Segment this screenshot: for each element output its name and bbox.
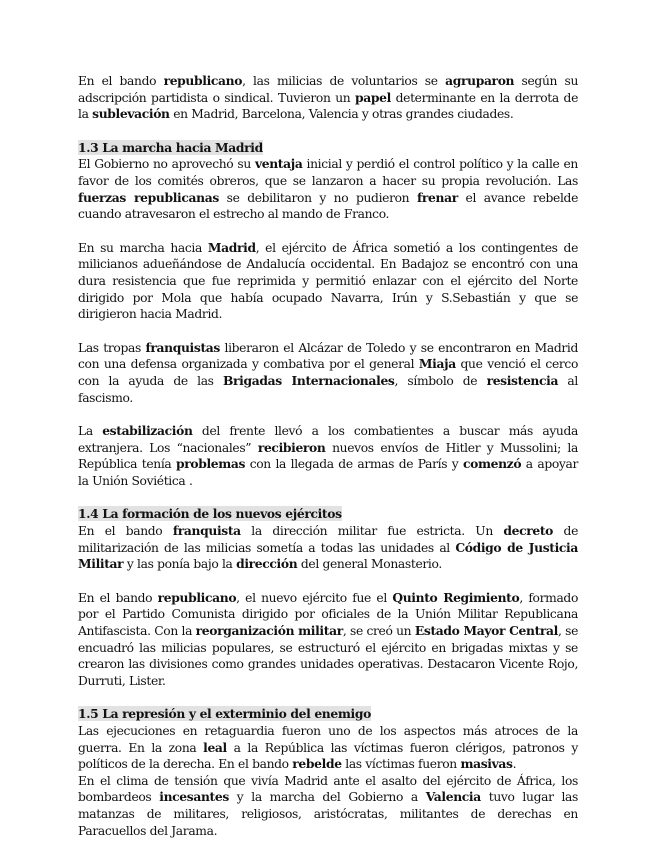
section-heading-1-5: 1.5 La represión y el exterminio del enemigo — [78, 706, 371, 722]
document-page — [78, 73, 578, 839]
paragraph-republican-army: En el bando republicano, el nuevo ejército fue el Quinto Regimiento, formado por el Partido Comunista dirigido por oficiales de la Unión Militar Republicana Antifascista. Con la reorganización militar, se creó un Estado Mayor Central, se encuadró las milicias populares, se estructuró el ejército en brigadas mixtas y se crearon las divisiones como grandes unidades operativas. Destacaron Vicente Rojo, Durruti, Lister. — [78, 589, 579, 688]
paragraph-front-stabilization: La estabilización del frente llevó a los combatientes a buscar más ayuda extranjera. Los “nacionales” recibieron nuevos envíos de Hitler y Mussolini; la República tenía problemas con la llegada de armas de París y comenzó a apoyar la Unión Soviética . — [78, 423, 579, 488]
paragraph-march-to-madrid: En su marcha hacia Madrid, el ejército de África sometió a los contingentes de milicianos adueñándose de Andalucía occidental. En Badajoz se encontró con una dura resistencia que fue reprimida y permitió enlazar con el ejército del Norte dirigido por Mola que había ocupado Navarra, Irún y S.Sebastián y que se dirigieron hacia Madrid. — [78, 239, 578, 322]
paragraph-francoist-troops: Las tropas franquistas liberaron el Alcázar de Toledo y se encontraron en Madrid con una defensa organizada y combativa por el general Miaja que venció el cerco con la ayuda de las Brigadas Internacionales, símbolo de resistencia al fascismo. — [78, 339, 578, 405]
paragraph-francoist-army: En el bando franquista la dirección militar fue estricta. Un decreto de militarización de las milicias sometía a todas las unidades al Código de Justicia Militar y las ponía bajo la dirección del general Monasterio. — [78, 523, 578, 572]
paragraph-republican-militias: En el bando republicano, las milicias de voluntarios se agruparon según su adscripción partidista o sindical. Tuvieron un papel determinante en la derrota de la sublevación en Madrid, Barcelona, Valencia y otras grandes ciudades. — [78, 73, 579, 122]
paragraph-madrid-tension: En el clima de tensión que vivía Madrid ante el asalto del ejército de África, los bombardeos incesantes y la marcha del Gobierno a Valencia tuvo lugar las matanzas de militares, religiosos, aristócratas, militantes de derechas en Paracuellos del Jarama. — [78, 773, 578, 838]
paragraph-executions: Las ejecuciones en retaguardia fueron uno de los aspectos más atroces de la guerra. En la zona leal a la República las víctimas fueron clérigos, patronos y políticos de la derecha. En el bando rebelde las víctimas fueron masivas. — [78, 724, 578, 772]
paragraph-government-advantage: El Gobierno no aprovechó su ventaja inicial y perdió el control político y la calle en favor de los comités obreros, que se lanzaron a hacer su propia revolución. Las fuerzas republicanas se debilitaron y no pudieron frenar el avance rebelde cuando atravesaron el estrecho al mando de Franco. — [78, 156, 578, 222]
section-heading-1-4: 1.4 La formación de los nuevos ejércitos — [78, 506, 342, 522]
section-heading-1-3: 1.3 La marcha hacia Madrid — [78, 139, 263, 155]
